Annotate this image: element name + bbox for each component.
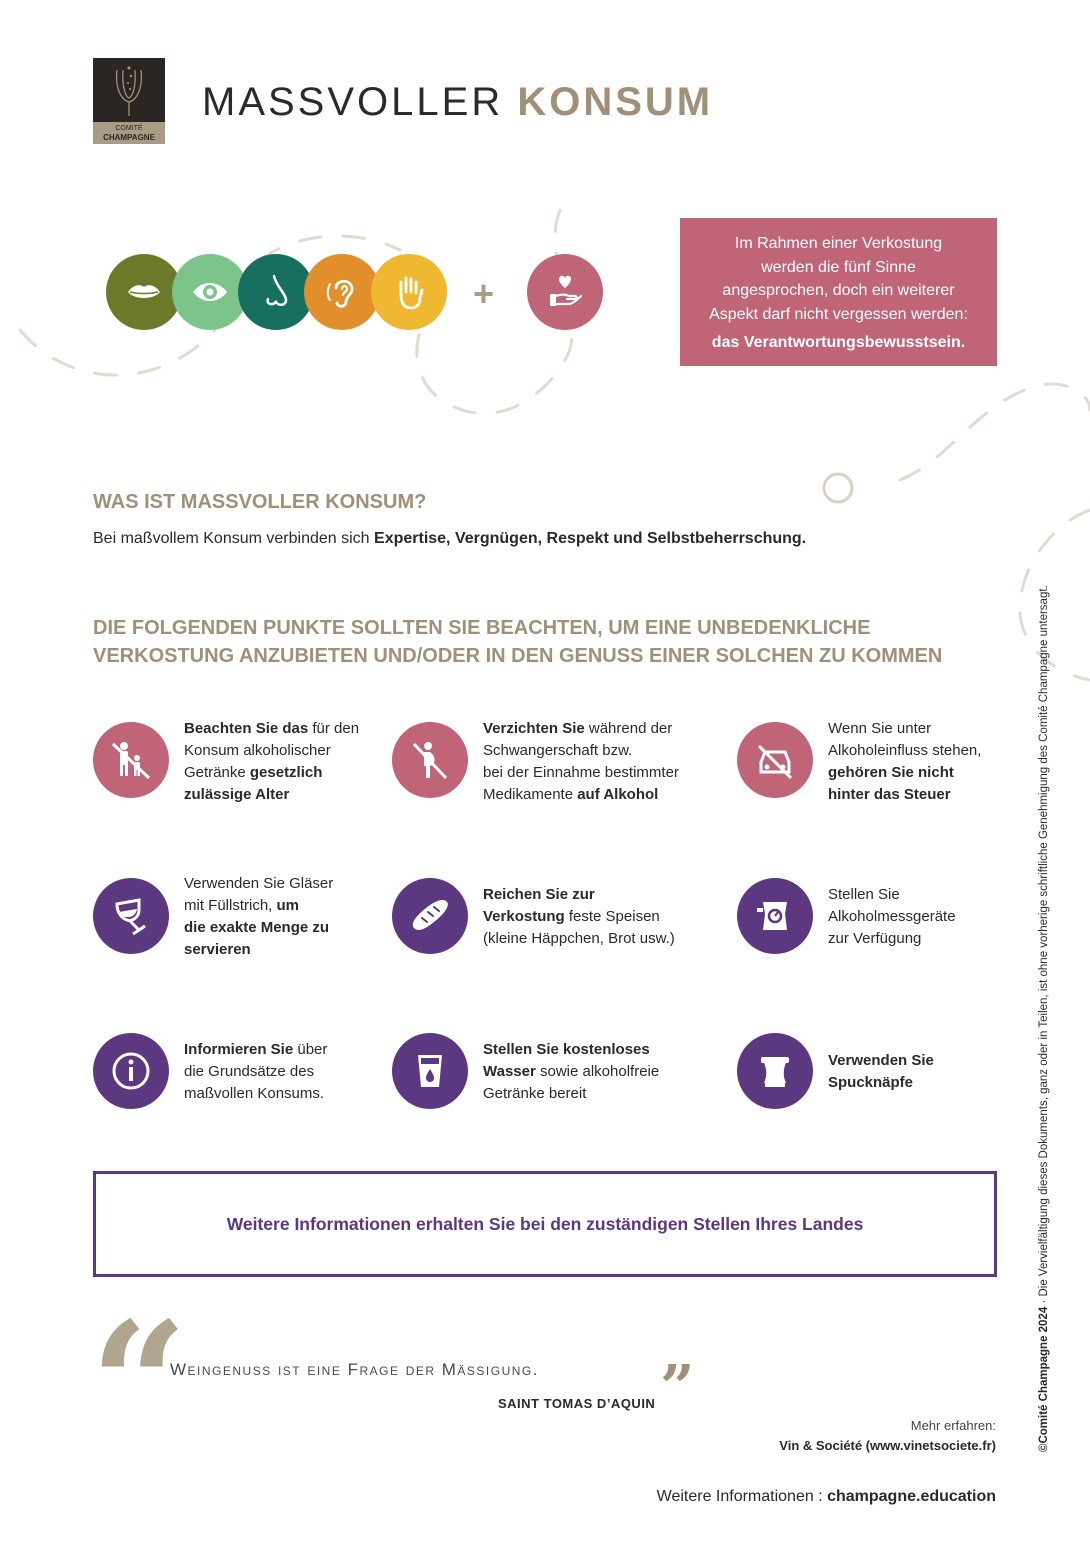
sense-eye-circle [172, 254, 248, 330]
sense-hand-circle [371, 254, 447, 330]
driving-text-b4: hinter das Steuer [828, 786, 951, 803]
copyright-bold: ©Comité Champagne 2024 [1038, 1306, 1050, 1452]
pregnancy-text-t4: Medikamente [483, 786, 578, 803]
logo-text-comite: COMITÉ [115, 125, 143, 132]
section1-heading: WAS IST MASSVOLLER KONSUM? [93, 491, 427, 513]
more-label: Mehr erfahren: [910, 1418, 996, 1433]
breathalyzer-text-t2: Alkoholmessgeräte [828, 908, 956, 925]
pregnancy-text-t1: während der [584, 720, 673, 737]
no-minors-icon [109, 738, 153, 782]
breathalyzer-text-t1: Stellen Sie [828, 886, 900, 903]
glasses-text [184, 873, 384, 961]
food-text [483, 884, 723, 950]
sense-nose-circle [238, 254, 314, 330]
breathalyzer-icon [753, 894, 797, 938]
wine-glass-icon [109, 894, 153, 938]
inform-text-t2: die Grundsätze des [184, 1063, 315, 1080]
inform-text-b1: Informieren Sie [184, 1041, 294, 1058]
glasses-text-t2: mit Füllstrich, [184, 897, 277, 914]
copyright-vertical [1038, 585, 1050, 1452]
quote-open-mark: “ [90, 1285, 188, 1485]
pregnancy-text-b1: Verzichten Sie [483, 720, 585, 737]
inform-text [184, 1039, 384, 1105]
champagne-glass-icon [93, 58, 165, 122]
callout-line3: angesprochen, doch ein weiterer [722, 282, 955, 299]
responsibility-circle [527, 254, 603, 330]
inform-text-t1: über [293, 1041, 328, 1058]
spittoon-text [828, 1050, 1028, 1094]
responsibility-callout [680, 218, 997, 366]
no-pregnancy-icon [408, 738, 452, 782]
title-bold: KONSUM [517, 80, 714, 124]
hand-heart-icon [545, 272, 585, 312]
food-text-t3: (kleine Häppchen, Brot usw.) [483, 930, 675, 947]
spittoon-icon-circle [737, 1033, 813, 1109]
age-text-b4: zulässige Alter [184, 786, 290, 803]
sense-mouth-circle [106, 254, 182, 330]
more-info-box [93, 1171, 997, 1277]
section2-heading-line2: VERKOSTUNG ANZUBIETEN UND/ODER IN DEN GENUSS EINER SOLCHEN ZU KOMMEN [93, 645, 943, 667]
inform-text-t3: maßvollen Konsums. [184, 1085, 325, 1102]
section2-heading [93, 614, 942, 670]
title-light: MASSVOLLER [202, 80, 504, 124]
driving-icon-circle [737, 722, 813, 798]
breathalyzer-text-t3: zur Verfügung [828, 930, 922, 947]
page-title [202, 80, 713, 125]
footer [657, 1488, 996, 1506]
ear-icon [322, 272, 362, 312]
water-icon-circle [392, 1033, 468, 1109]
footer-link[interactable]: champagne.education [827, 1488, 996, 1505]
nose-icon [256, 272, 296, 312]
driving-text-b3: gehören Sie nicht [828, 764, 954, 781]
plus-sign: + [473, 273, 495, 314]
glasses-text-t1: Verwenden Sie Gläser [184, 875, 334, 892]
pregnancy-text-t3: bei der Einnahme bestimmter [483, 764, 679, 781]
glasses-text-b4: servieren [184, 941, 251, 958]
water-text-b1: Stellen Sie kostenloses [483, 1041, 650, 1058]
hand-icon [389, 272, 429, 312]
driving-text-t2: Alkoholeinfluss stehen, [828, 742, 982, 759]
water-text-b2: Wasser [483, 1063, 536, 1080]
section1-text [93, 530, 806, 548]
glasses-text-b2: um [276, 897, 300, 914]
spittoon-text-b1: Verwenden Sie [828, 1052, 934, 1069]
glasses-text-b3: die exakte Menge zu [184, 919, 330, 936]
quote-text: Weingenuss ist eine Frage der Mässigung. [170, 1360, 539, 1379]
food-text-b1: Reichen Sie zur [483, 886, 595, 903]
driving-text-t1: Wenn Sie unter [828, 720, 932, 737]
driving-text [828, 718, 1018, 806]
callout-line1: Im Rahmen einer Verkostung [734, 235, 943, 252]
age-text-b1: Beachten Sie das [184, 720, 309, 737]
age-text-t3: Getränke [184, 764, 250, 781]
section1-text-prefix: Bei maßvollem Konsum verbinden sich [93, 530, 375, 547]
quote-close-mark: ” [660, 1353, 695, 1423]
sense-ear-circle [304, 254, 380, 330]
callout-bold: das Verantwortungsbewusstsein. [711, 334, 966, 351]
no-driving-icon [753, 738, 797, 782]
eye-icon [190, 272, 230, 312]
spittoon-icon [753, 1049, 797, 1093]
water-text-t3: Getränke bereit [483, 1085, 587, 1102]
age-text-t2: Konsum alkoholischer [184, 742, 331, 759]
info-icon [109, 1049, 153, 1093]
quote-author: SAINT TOMAS D’AQUIN [498, 1396, 656, 1411]
age-text-b3: gesetzlich [249, 764, 323, 781]
callout-line4: Aspekt darf nicht vergessen werden: [709, 305, 968, 323]
food-text-t2: feste Speisen [564, 908, 660, 925]
copyright-text: · Die Vervielfältigung dieses Dokuments, ganz oder in Teilen, ist ohne vorherige schriftliche Genehmigung des Comité Champagne untersagt. [1038, 585, 1050, 1307]
footer-prefix: Weitere Informationen : [656, 1488, 828, 1505]
water-text [483, 1039, 723, 1105]
glasses-icon-circle [93, 878, 169, 954]
pregnancy-icon-circle [392, 722, 468, 798]
lips-icon [124, 272, 164, 312]
more-info-text: Weitere Informationen erhalten Sie bei den zuständigen Stellen Ihres Landes [226, 1213, 864, 1234]
food-text-b2: Verkostung [483, 908, 565, 925]
section2-heading-line1: DIE FOLGENDEN PUNKTE SOLLTEN SIE BEACHTEN, UM EINE UNBEDENKLICHE [93, 617, 871, 639]
pregnancy-text [483, 718, 723, 806]
more-link[interactable]: Vin & Société (www.vinetsociete.fr) [779, 1438, 996, 1453]
pregnancy-text-b4: auf Alkohol [577, 786, 659, 803]
logo-band [93, 122, 165, 144]
logo-text-champagne: CHAMPAGNE [103, 133, 155, 142]
breathalyzer-icon-circle [737, 878, 813, 954]
callout-line2: werden die fünf Sinne [761, 258, 916, 276]
section1-text-bold: Expertise, Vergnügen, Respekt und Selbstbeherrschung. [374, 530, 807, 547]
water-glass-icon [408, 1049, 452, 1093]
age-text-t1: für den [308, 720, 360, 737]
food-icon-circle [392, 878, 468, 954]
bread-icon [408, 894, 452, 938]
water-text-t2: sowie alkoholfreie [535, 1063, 660, 1080]
pregnancy-text-t2: Schwangerschaft bzw. [483, 742, 633, 759]
age-limit-icon-circle [93, 722, 169, 798]
inform-icon-circle [93, 1033, 169, 1109]
age-limit-text [184, 718, 384, 806]
spittoon-text-b2: Spucknäpfe [828, 1074, 914, 1091]
breathalyzer-text [828, 884, 1028, 950]
comite-champagne-logo [93, 58, 165, 144]
